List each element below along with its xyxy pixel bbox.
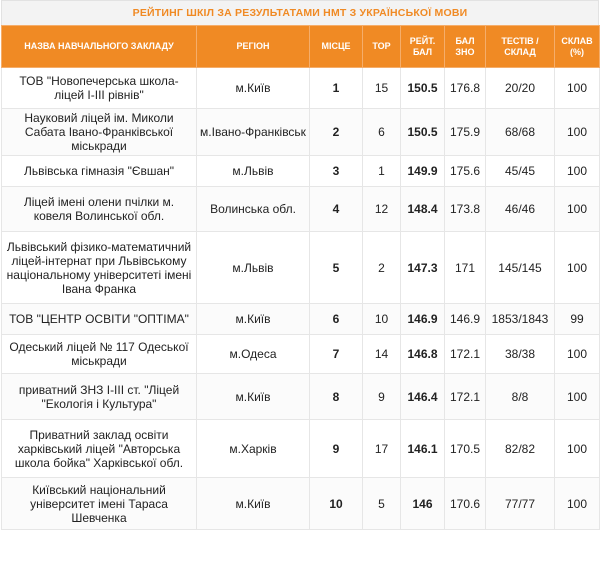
- cell-zno: 171: [445, 232, 486, 304]
- cell-pct: 100: [555, 420, 600, 478]
- cell-top: 15: [363, 68, 401, 109]
- table-row: [2, 420, 600, 478]
- cell-place: 3: [310, 156, 363, 187]
- table-caption: РЕЙТИНГ ШКІЛ ЗА РЕЗУЛЬТАТАМИ НМТ З УКРАЇНСЬКОЇ МОВИ: [1, 0, 599, 25]
- header-tests: ТЕСТІВ / СКЛАД: [486, 26, 555, 68]
- cell-tests: 68/68: [486, 109, 555, 156]
- cell-name: Львівська гімназія "Євшан": [2, 156, 197, 187]
- header-place: МІСЦЕ: [310, 26, 363, 68]
- cell-top: 5: [363, 478, 401, 530]
- cell-place: 4: [310, 187, 363, 232]
- cell-pct: 100: [555, 478, 600, 530]
- cell-score: 150.5: [401, 68, 445, 109]
- cell-name: ТОВ "Новопечерська школа-ліцей І-ІІІ рівнів": [2, 68, 197, 109]
- cell-name: ТОВ "ЦЕНТР ОСВІТИ "ОПТІМА": [2, 304, 197, 335]
- header-top: ТОР: [363, 26, 401, 68]
- cell-tests: 46/46: [486, 187, 555, 232]
- ranking-table-container: [1, 0, 599, 530]
- cell-score: 148.4: [401, 187, 445, 232]
- cell-top: 17: [363, 420, 401, 478]
- table-body: [2, 68, 600, 530]
- cell-zno: 173.8: [445, 187, 486, 232]
- cell-score: 147.3: [401, 232, 445, 304]
- cell-name: Ліцей імені олени пчілки м. ковеля Волинської обл.: [2, 187, 197, 232]
- cell-tests: 77/77: [486, 478, 555, 530]
- header-region: РЕГІОН: [197, 26, 310, 68]
- cell-top: 10: [363, 304, 401, 335]
- cell-score: 146.1: [401, 420, 445, 478]
- cell-zno: 170.6: [445, 478, 486, 530]
- header-score: РЕЙТ. БАЛ: [401, 26, 445, 68]
- header-row: [2, 26, 600, 68]
- cell-place: 6: [310, 304, 363, 335]
- table-row: [2, 109, 600, 156]
- cell-region: м.Одеса: [197, 335, 310, 374]
- cell-zno: 172.1: [445, 335, 486, 374]
- cell-name: приватний ЗНЗ І-ІІІ ст. "Ліцей "Екологія і Культура": [2, 374, 197, 420]
- cell-top: 12: [363, 187, 401, 232]
- table-row: [2, 478, 600, 530]
- cell-tests: 38/38: [486, 335, 555, 374]
- cell-name: Науковий ліцей ім. Миколи Сабата Івано-Франківської міськради: [2, 109, 197, 156]
- cell-place: 5: [310, 232, 363, 304]
- cell-tests: 82/82: [486, 420, 555, 478]
- cell-tests: 1853/1843: [486, 304, 555, 335]
- cell-zno: 146.9: [445, 304, 486, 335]
- cell-region: м.Львів: [197, 156, 310, 187]
- cell-score: 146: [401, 478, 445, 530]
- cell-place: 9: [310, 420, 363, 478]
- cell-name: Одеський ліцей № 117 Одеської міськради: [2, 335, 197, 374]
- cell-pct: 100: [555, 232, 600, 304]
- cell-region: Волинська обл.: [197, 187, 310, 232]
- cell-name: Приватний заклад освіти харківський ліцей "Авторська школа бойка" Харківської обл.: [2, 420, 197, 478]
- cell-top: 9: [363, 374, 401, 420]
- cell-top: 1: [363, 156, 401, 187]
- table-row: [2, 374, 600, 420]
- table-row: [2, 335, 600, 374]
- header-zno: БАЛ ЗНО: [445, 26, 486, 68]
- table-row: [2, 68, 600, 109]
- cell-pct: 100: [555, 187, 600, 232]
- cell-zno: 175.9: [445, 109, 486, 156]
- cell-pct: 100: [555, 374, 600, 420]
- cell-name: Львівський фізико-математичний ліцей-інтернат при Львівському національному університеті імені Івана Франка: [2, 232, 197, 304]
- cell-top: 14: [363, 335, 401, 374]
- cell-pct: 100: [555, 335, 600, 374]
- cell-zno: 172.1: [445, 374, 486, 420]
- cell-region: м.Івано-Франківськ: [197, 109, 310, 156]
- cell-top: 6: [363, 109, 401, 156]
- cell-name: Київський національний університет імені Тараса Шевченка: [2, 478, 197, 530]
- cell-region: м.Київ: [197, 304, 310, 335]
- cell-region: м.Харків: [197, 420, 310, 478]
- cell-score: 146.8: [401, 335, 445, 374]
- cell-pct: 100: [555, 156, 600, 187]
- cell-tests: 8/8: [486, 374, 555, 420]
- cell-zno: 176.8: [445, 68, 486, 109]
- table-row: [2, 187, 600, 232]
- cell-place: 2: [310, 109, 363, 156]
- cell-pct: 99: [555, 304, 600, 335]
- cell-zno: 170.5: [445, 420, 486, 478]
- cell-top: 2: [363, 232, 401, 304]
- cell-region: м.Київ: [197, 68, 310, 109]
- cell-pct: 100: [555, 68, 600, 109]
- table-row: [2, 156, 600, 187]
- cell-place: 8: [310, 374, 363, 420]
- cell-place: 1: [310, 68, 363, 109]
- cell-place: 10: [310, 478, 363, 530]
- cell-zno: 175.6: [445, 156, 486, 187]
- cell-place: 7: [310, 335, 363, 374]
- cell-score: 146.9: [401, 304, 445, 335]
- header-name: НАЗВА НАВЧАЛЬНОГО ЗАКЛАДУ: [2, 26, 197, 68]
- cell-region: м.Київ: [197, 374, 310, 420]
- ranking-table: [1, 25, 600, 530]
- cell-tests: 45/45: [486, 156, 555, 187]
- cell-score: 149.9: [401, 156, 445, 187]
- cell-score: 150.5: [401, 109, 445, 156]
- cell-tests: 145/145: [486, 232, 555, 304]
- cell-region: м.Львів: [197, 232, 310, 304]
- header-pct: СКЛАВ (%): [555, 26, 600, 68]
- cell-pct: 100: [555, 109, 600, 156]
- cell-tests: 20/20: [486, 68, 555, 109]
- cell-region: м.Київ: [197, 478, 310, 530]
- table-row: [2, 232, 600, 304]
- table-row: [2, 304, 600, 335]
- cell-score: 146.4: [401, 374, 445, 420]
